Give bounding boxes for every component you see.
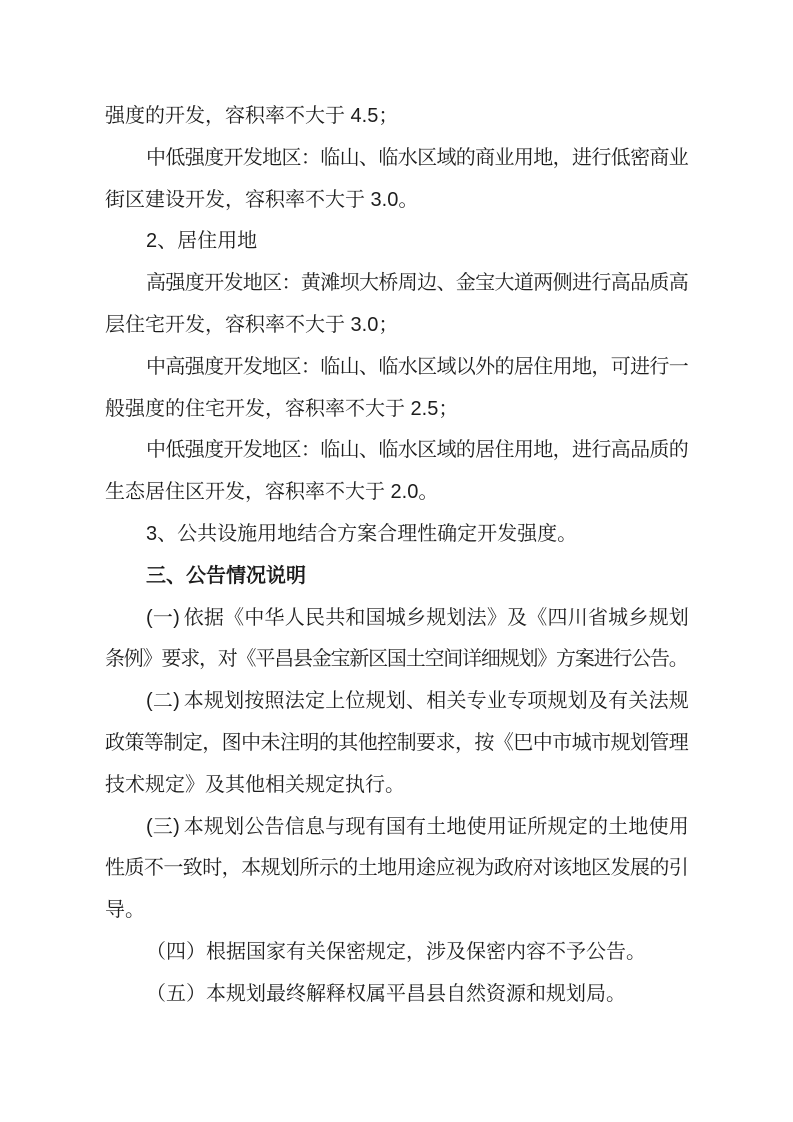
doc-line: 般强度的住宅开发，容积率不大于 2.5； [105,397,459,420]
doc-line: (二) 本规划按照法定上位规划、相关专业专项规划及有关法规 [146,690,687,713]
doc-line: 高强度开发地区：黄滩坝大桥周边、金宝大道两侧进行高品质高 [146,272,687,295]
doc-line: 政策等制定，图中未注明的其他控制要求，按《巴中市城市规划管理 [105,731,687,754]
doc-line: 生态居住区开发，容积率不大于 2.0。 [105,481,439,504]
section-heading: 三、公告情况说明 [146,564,306,587]
doc-line: 中低强度开发地区：临山、临水区域的商业用地，进行低密商业 [146,146,687,169]
doc-line: 中高强度开发地区：临山、临水区域以外的居住用地，可进行一 [146,355,687,378]
doc-line: 2、居住用地 [146,230,258,253]
doc-line: 技术规定》及其他相关规定执行。 [105,773,405,796]
doc-line: （五）本规划最终解释权属平昌县自然资源和规划局。 [146,982,626,1005]
doc-line: 3、公共设施用地结合方案合理性确定开发强度。 [146,522,578,545]
doc-line: （四）根据国家有关保密规定，涉及保密内容不予公告。 [146,940,646,963]
doc-line: 街区建设开发，容积率不大于 3.0。 [105,188,419,211]
doc-line: (一) 依据《中华人民共和国城乡规划法》及《四川省城乡规划 [146,606,687,629]
doc-line: 中低强度开发地区：临山、临水区域的居住用地，进行高品质的 [146,439,687,462]
doc-line: (三) 本规划公告信息与现有国有土地使用证所规定的土地使用 [146,815,687,838]
doc-line: 层住宅开发，容积率不大于 3.0； [105,313,399,336]
doc-line: 强度的开发，容积率不大于 4.5； [105,105,399,127]
document-body [105,96,687,1016]
doc-line: 导。 [105,899,145,922]
doc-line: 条例》要求，对《平昌县金宝新区国土空间详细规划》方案进行公告。 [105,648,687,671]
doc-line: 性质不一致时，本规划所示的土地用途应视为政府对该地区发展的引 [105,857,687,880]
